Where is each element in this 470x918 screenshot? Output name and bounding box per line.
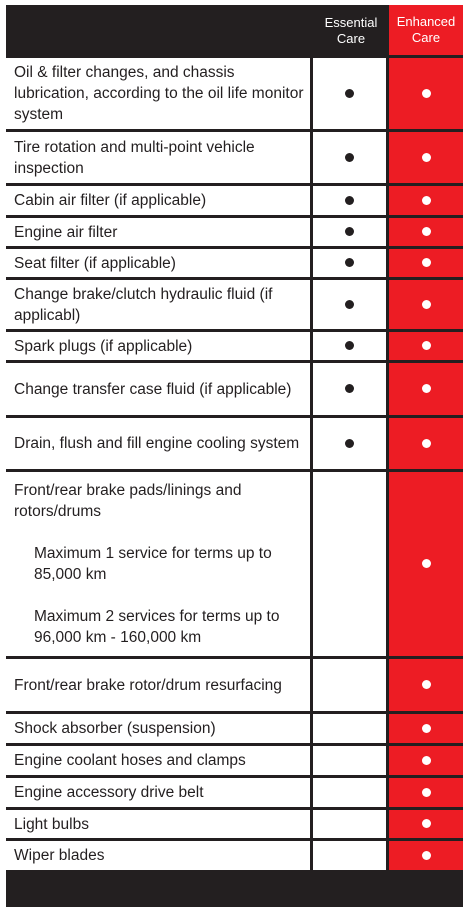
essential-cell xyxy=(313,743,389,775)
essential-cell xyxy=(313,711,389,743)
table-row xyxy=(6,55,463,129)
table-row xyxy=(6,215,463,246)
included-dot-icon xyxy=(422,819,431,828)
spacer xyxy=(14,522,304,543)
enhanced-cell xyxy=(389,55,463,129)
table-row xyxy=(6,415,463,469)
included-dot-icon xyxy=(422,439,431,448)
included-dot-icon xyxy=(345,196,354,205)
included-dot-icon xyxy=(345,227,354,236)
service-label-block xyxy=(6,469,313,656)
essential-cell xyxy=(313,246,389,277)
included-dot-icon xyxy=(345,258,354,267)
table-row xyxy=(6,711,463,743)
coverage-table xyxy=(6,5,463,907)
service-label: Engine accessory drive belt xyxy=(6,775,313,807)
service-label: Oil & filter changes, and chassis lubrication, according to the oil life monitor system xyxy=(6,55,313,129)
essential-cell xyxy=(313,277,389,329)
enhanced-cell xyxy=(389,807,463,838)
essential-care-heading: Essential Care xyxy=(324,15,378,46)
service-label: Seat filter (if applicable) xyxy=(6,246,313,277)
service-label: Shock absorber (suspension) xyxy=(6,711,313,743)
enhanced-cell xyxy=(389,415,463,469)
enhanced-cell xyxy=(389,215,463,246)
enhanced-cell xyxy=(389,329,463,360)
included-dot-icon xyxy=(422,851,431,860)
essential-cell xyxy=(313,360,389,415)
table-row xyxy=(6,469,463,656)
table-row xyxy=(6,183,463,215)
included-dot-icon xyxy=(422,89,431,98)
included-dot-icon xyxy=(422,227,431,236)
service-label: Engine air filter xyxy=(6,215,313,246)
included-dot-icon xyxy=(345,89,354,98)
essential-cell xyxy=(313,838,389,870)
included-dot-icon xyxy=(422,788,431,797)
included-dot-icon xyxy=(345,384,354,393)
essential-cell xyxy=(313,183,389,215)
enhanced-cell xyxy=(389,656,463,711)
service-note: Maximum 1 service for terms up to 85,000 km xyxy=(34,545,272,583)
enhanced-cell xyxy=(389,129,463,183)
essential-cell xyxy=(313,656,389,711)
spacer xyxy=(14,585,304,606)
service-label: Cabin air filter (if applicable) xyxy=(6,183,313,215)
enhanced-cell xyxy=(389,360,463,415)
essential-cell xyxy=(313,469,389,656)
included-dot-icon xyxy=(422,153,431,162)
enhanced-care-heading: Enhanced Care xyxy=(389,5,463,55)
essential-cell xyxy=(313,329,389,360)
service-label: Change brake/clutch hydraulic fluid (if applicabl) xyxy=(6,277,313,329)
included-dot-icon xyxy=(422,341,431,350)
service-label: Drain, flush and fill engine cooling system xyxy=(6,415,313,469)
table-row xyxy=(6,277,463,329)
enhanced-cell xyxy=(389,183,463,215)
table-row xyxy=(6,246,463,277)
enhanced-cell xyxy=(389,711,463,743)
service-label: Front/rear brake pads/linings and rotors/drums xyxy=(14,482,242,520)
table-row xyxy=(6,743,463,775)
enhanced-cell xyxy=(389,838,463,870)
table-row xyxy=(6,775,463,807)
included-dot-icon xyxy=(422,258,431,267)
table-row xyxy=(6,360,463,415)
essential-cell xyxy=(313,215,389,246)
coverage-grid xyxy=(6,5,463,870)
essential-cell xyxy=(313,775,389,807)
enhanced-cell xyxy=(389,743,463,775)
header-blank xyxy=(6,5,313,55)
table-row xyxy=(6,656,463,711)
table-row xyxy=(6,807,463,838)
service-label: Light bulbs xyxy=(6,807,313,838)
table-header xyxy=(6,5,463,55)
enhanced-cell xyxy=(389,469,463,656)
included-dot-icon xyxy=(422,196,431,205)
service-label: Front/rear brake rotor/drum resurfacing xyxy=(6,656,313,711)
included-dot-icon xyxy=(345,153,354,162)
service-label: Change transfer case fluid (if applicable) xyxy=(6,360,313,415)
included-dot-icon xyxy=(422,724,431,733)
included-dot-icon xyxy=(422,680,431,689)
included-dot-icon xyxy=(345,300,354,309)
included-dot-icon xyxy=(422,300,431,309)
essential-cell xyxy=(313,807,389,838)
table-row xyxy=(6,129,463,183)
service-label: Spark plugs (if applicable) xyxy=(6,329,313,360)
essential-cell xyxy=(313,129,389,183)
essential-cell xyxy=(313,415,389,469)
service-label: Tire rotation and multi-point vehicle inspection xyxy=(6,129,313,183)
table-row xyxy=(6,838,463,870)
included-dot-icon xyxy=(345,341,354,350)
table-row xyxy=(6,329,463,360)
included-dot-icon xyxy=(422,756,431,765)
included-dot-icon xyxy=(422,559,431,568)
service-label: Wiper blades xyxy=(6,838,313,870)
service-note: Maximum 2 services for terms up to 96,000 km - 160,000 km xyxy=(34,608,280,646)
enhanced-cell xyxy=(389,277,463,329)
included-dot-icon xyxy=(422,384,431,393)
essential-cell xyxy=(313,55,389,129)
included-dot-icon xyxy=(345,439,354,448)
enhanced-cell xyxy=(389,775,463,807)
service-label: Engine coolant hoses and clamps xyxy=(6,743,313,775)
enhanced-cell xyxy=(389,246,463,277)
